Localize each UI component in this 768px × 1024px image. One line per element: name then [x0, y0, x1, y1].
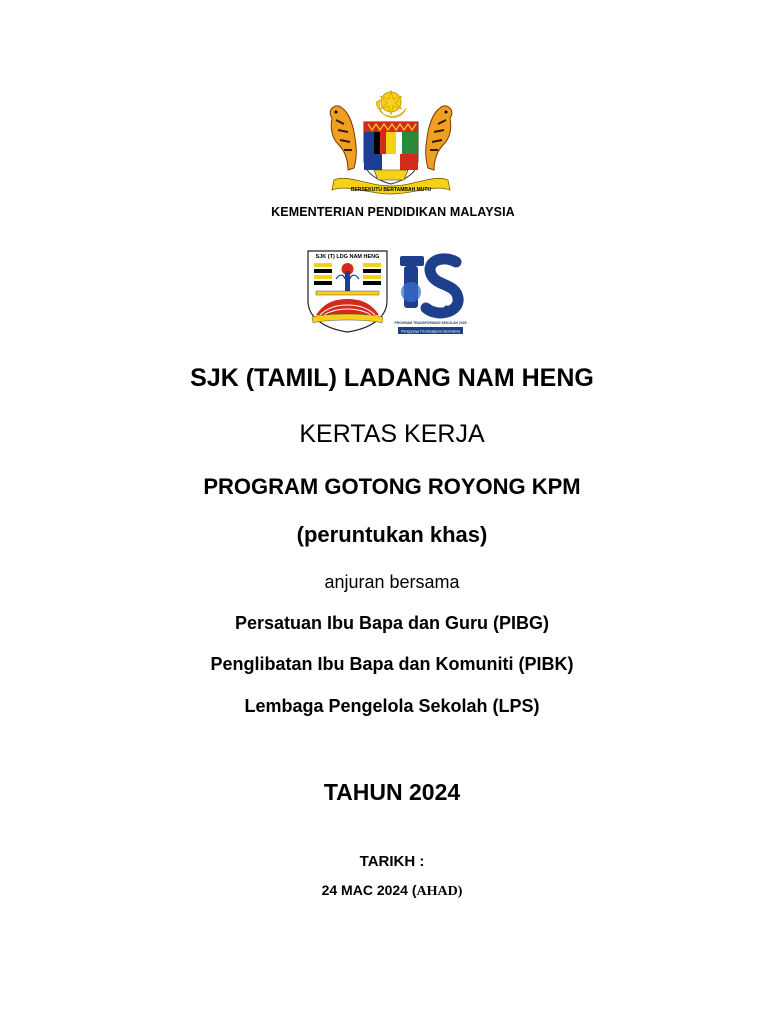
- date-label: TARIKH :: [359, 853, 425, 870]
- program-title: PROGRAM GOTONG ROYONG KPM: [203, 474, 581, 499]
- date-text: 24 MAC 2024 (: [321, 882, 417, 898]
- ts25-program-logo: [394, 250, 467, 336]
- ts25-number: 25: [443, 303, 457, 317]
- organizer-item: Lembaga Pengelola Sekolah (LPS): [244, 696, 540, 716]
- ts25-caption: PROGRAM TRANSFORMASI SEKOLAH 2025: [394, 321, 467, 325]
- crest-tiger-left: [330, 106, 356, 170]
- school-name: SJK (TAMIL) LADANG NAM HENG: [190, 364, 594, 392]
- date-value: [0, 882, 768, 900]
- organizer-item: Persatuan Ibu Bapa dan Guru (PIBG): [234, 613, 550, 633]
- crest-shield: [364, 122, 418, 184]
- ministry-name-text: KEMENTERIAN PENDIDIKAN MALAYSIA: [271, 205, 515, 219]
- year-heading: TAHUN 2024: [323, 779, 461, 805]
- organizers-intro: anjuran bersama: [324, 572, 460, 592]
- program-subtitle: (peruntukan khas): [296, 522, 488, 547]
- date-day: AHAD): [416, 884, 463, 899]
- crest-tiger-right: [426, 106, 452, 170]
- ts25-tagline: Pengupaya Pembelajaran Bermakna: [401, 329, 460, 334]
- malaysia-crest-logo: [318, 88, 464, 196]
- document-type: KERTAS KERJA: [299, 420, 485, 448]
- school-crest-logo: [306, 249, 389, 333]
- ministry-name: [0, 205, 768, 219]
- crest-star: [376, 90, 406, 118]
- school-logo-text: SJK (T) LDG NAM HENG: [315, 254, 380, 260]
- organizer-item: Penglibatan Ibu Bapa dan Komuniti (PIBK): [210, 654, 574, 674]
- crest-motto-text: BERSEKUTU BERTAMBAH MUTU: [350, 187, 432, 193]
